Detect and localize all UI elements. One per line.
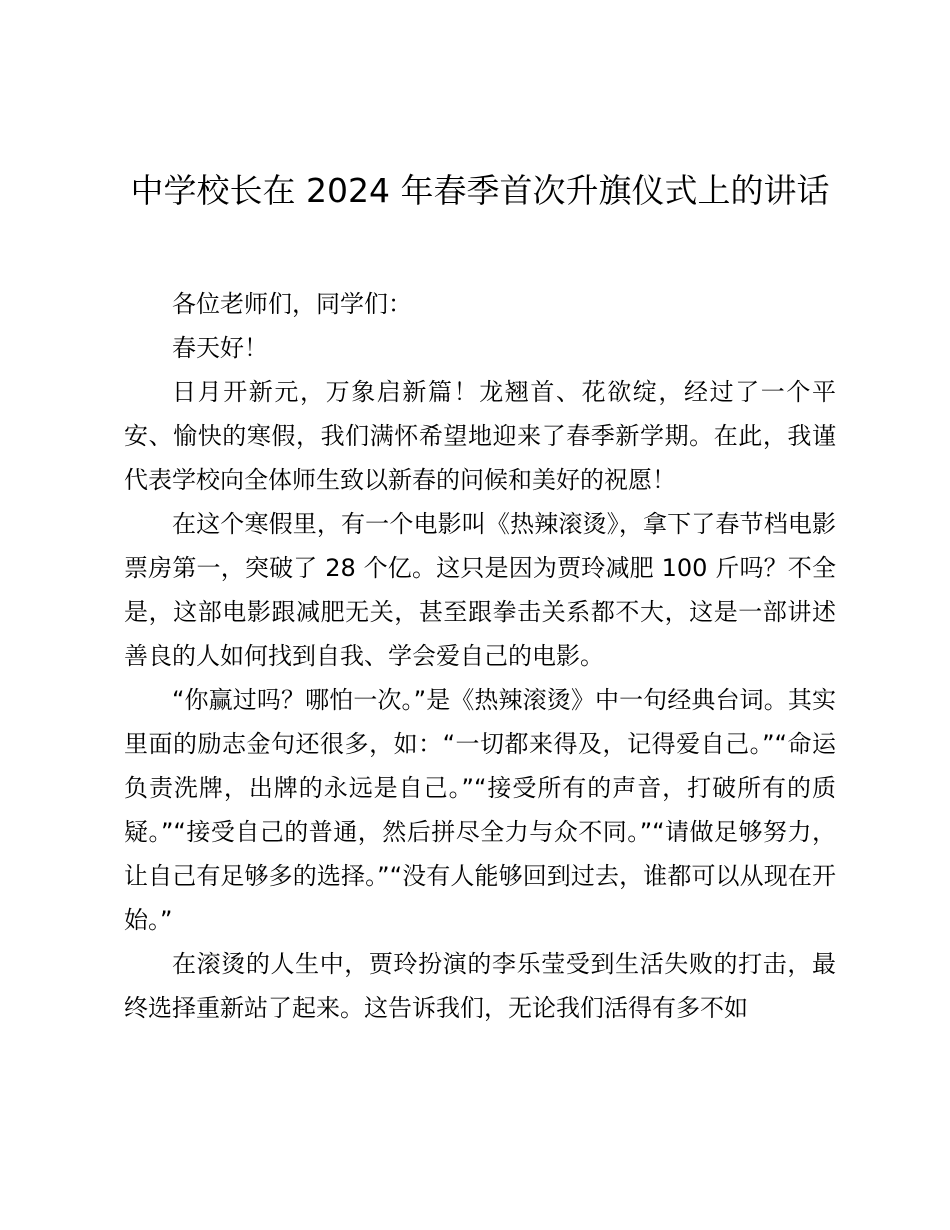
paragraph-new-semester: 日月开新元，万象启新篇！龙翘首、花欲绽，经过了一个平安、愉快的寒假，我们满怀希望地迎来了春季新学期。在此，我谨代表学校向全体师生致以新春的问候和美好的祝愿！ bbox=[124, 378, 836, 494]
paragraph-movie: 在这个寒假里，有一个电影叫《热辣滚烫》，拿下了春节档电影票房第一，突破了 28 个亿。这只是因为贾玲减肥 100 斤吗？不全是，这部电影跟减肥无关，甚至跟拳击关系都不大，这是一部讲述善良的人如何找到自我、学会爱自己的电影。 bbox=[124, 510, 836, 670]
paragraph-life: 在滚烫的人生中，贾玲扮演的李乐莹受到生活失败的打击，最终选择重新站了起来。这告诉我们，无论我们活得有多不如 bbox=[124, 950, 836, 1022]
document-body bbox=[124, 282, 836, 1030]
salutation: 各位老师们，同学们： bbox=[172, 290, 412, 318]
greeting: 春天好！ bbox=[172, 334, 268, 362]
document-title: 中学校长在 2024 年春季首次升旗仪式上的讲话 bbox=[130, 171, 830, 210]
paragraph-quotes: “你赢过吗？哪怕一次。”是《热辣滚烫》中一句经典台词。其实里面的励志金句还很多，如：“一切都来得及，记得爱自己。”“命运负责洗牌，出牌的永远是自己。”“接受所有的声音，打破所有的质疑。”“接受自己的普通，然后拼尽全力与众不同。”“请做足够努力，让自己有足够多的选择。”“没有人能够回到过去，谁都可以从现在开始。” bbox=[124, 686, 836, 934]
